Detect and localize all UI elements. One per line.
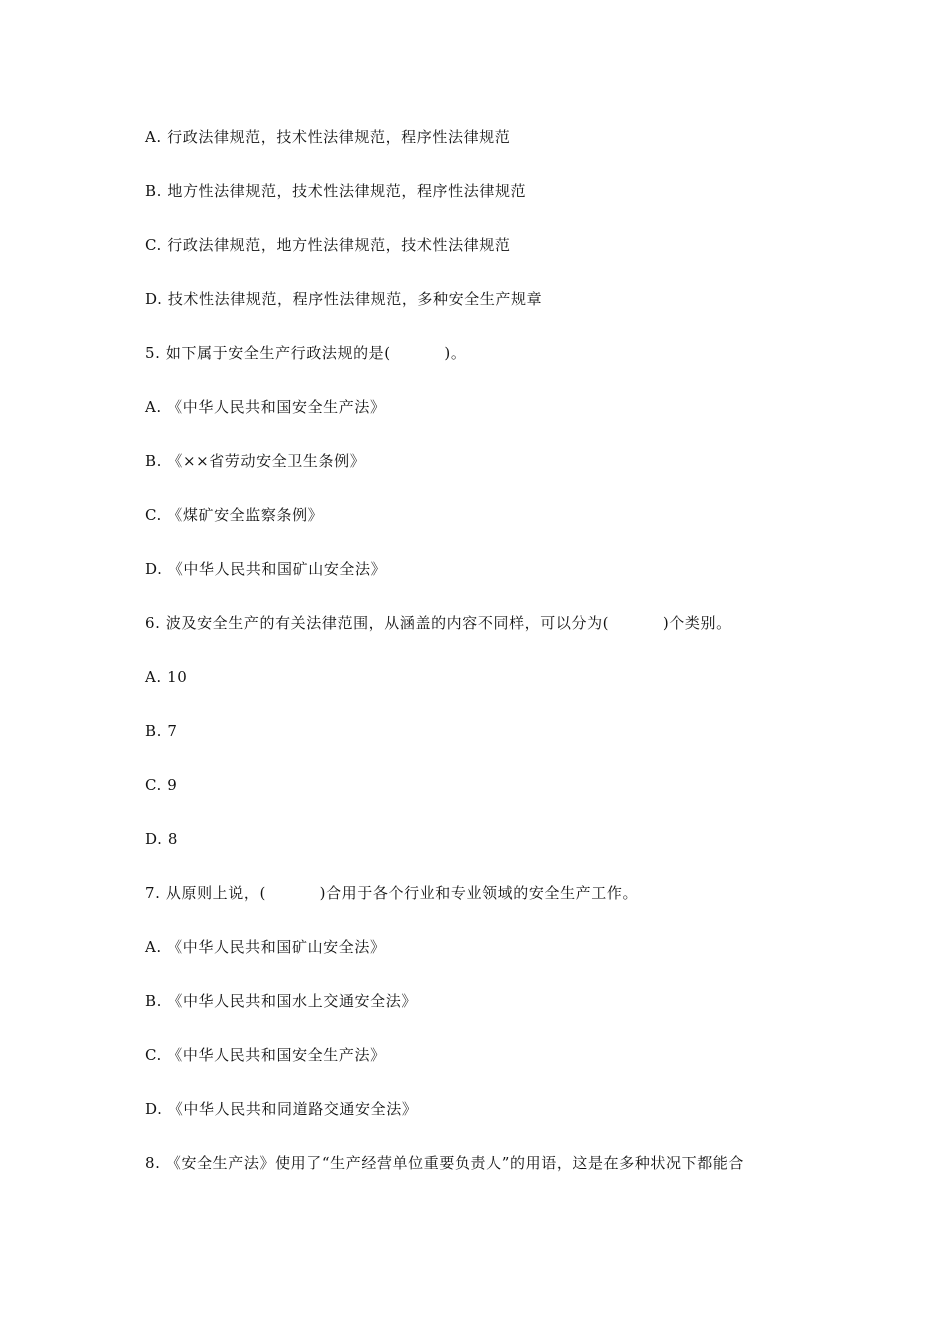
question-7: 7. 从原则上说，( )合用于各个行业和专业领域的安全生产工作。 [145, 884, 639, 902]
q7-option-c: C. 《中华人民共和国安全生产法》 [145, 1046, 386, 1064]
q4-option-d: D. 技术性法律规范，程序性法律规范，多种安全生产规章 [145, 290, 543, 308]
q6-option-d: D. 8 [145, 830, 178, 848]
q7-option-a: A. 《中华人民共和国矿山安全法》 [145, 938, 386, 956]
q6-option-b: B. 7 [145, 722, 178, 740]
question-5: 5. 如下属于安全生产行政法规的是( )。 [145, 344, 467, 362]
q4-option-a: A. 行政法律规范，技术性法律规范，程序性法律规范 [145, 128, 511, 146]
question-6: 6. 波及安全生产的有关法律范围，从涵盖的内容不同样，可以分为( )个类别。 [145, 614, 732, 632]
q5-option-c: C. 《煤矿安全监察条例》 [145, 506, 324, 524]
q7-option-b: B. 《中华人民共和国水上交通安全法》 [145, 992, 417, 1010]
q5-option-a: A. 《中华人民共和国安全生产法》 [145, 398, 386, 416]
q6-option-c: C. 9 [145, 776, 178, 794]
q4-option-c: C. 行政法律规范，地方性法律规范，技术性法律规范 [145, 236, 511, 254]
q6-option-a: A. 10 [145, 668, 188, 686]
question-8: 8. 《安全生产法》使用了“生产经营单位重要负责人”的用语，这是在多种状况下都能合 [145, 1154, 745, 1172]
q5-option-b: B. 《××省劳动安全卫生条例》 [145, 452, 366, 470]
q5-option-d: D. 《中华人民共和国矿山安全法》 [145, 560, 387, 578]
q4-option-b: B. 地方性法律规范，技术性法律规范，程序性法律规范 [145, 182, 527, 200]
q7-option-d: D. 《中华人民共和同道路交通安全法》 [145, 1100, 418, 1118]
